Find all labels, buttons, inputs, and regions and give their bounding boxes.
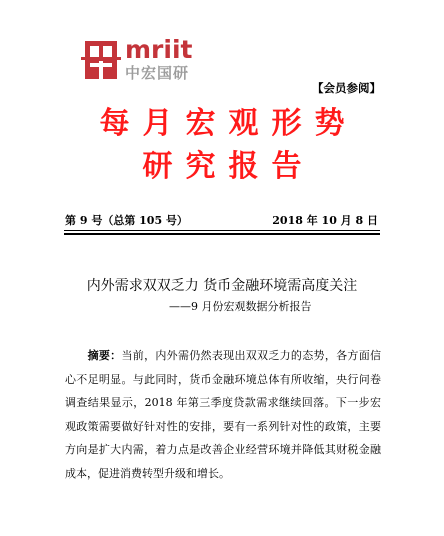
abstract-body: 当前，内外需仍然表现出双双乏力的态势，各方面信心不足明显。与此同时，货币金融环境总体有所收缩，央行问卷调查结果显示，2018 年第三季度贷款需求继续回落。下一步宏观政策需要做好针对性的安排，要有一系列针对性的政策，主要方向是扩大内需，着力点是改善企业经营环境并降低其财税金融成本，促进消费转型升级和增长。: [65, 349, 382, 480]
member-reference-tag: 【会员参阅】: [312, 81, 381, 95]
abstract-lead: 摘要：: [87, 349, 122, 362]
issue-number: 第 9 号（总第 105 号）: [65, 214, 188, 227]
header-rule-thick: [64, 233, 380, 235]
logo-emblem-icon: [81, 37, 121, 83]
abstract-paragraph: [65, 344, 381, 485]
logo-latin-text: mriit: [125, 35, 193, 64]
report-title-line-2: 研究报告: [142, 149, 315, 184]
report-title-line-1: 每月宏观形势: [99, 106, 358, 141]
document-subtitle: ——9 月份宏观数据分析报告: [169, 300, 312, 313]
header-rule-thin: [64, 230, 380, 231]
issue-date: 2018 年 10 月 8 日: [272, 214, 378, 227]
document-title: 内外需求双双乏力 货币金融环境需高度关注: [86, 278, 358, 294]
logo-chinese-text: 中宏国研: [125, 64, 190, 82]
mriit-logo: [81, 37, 201, 83]
